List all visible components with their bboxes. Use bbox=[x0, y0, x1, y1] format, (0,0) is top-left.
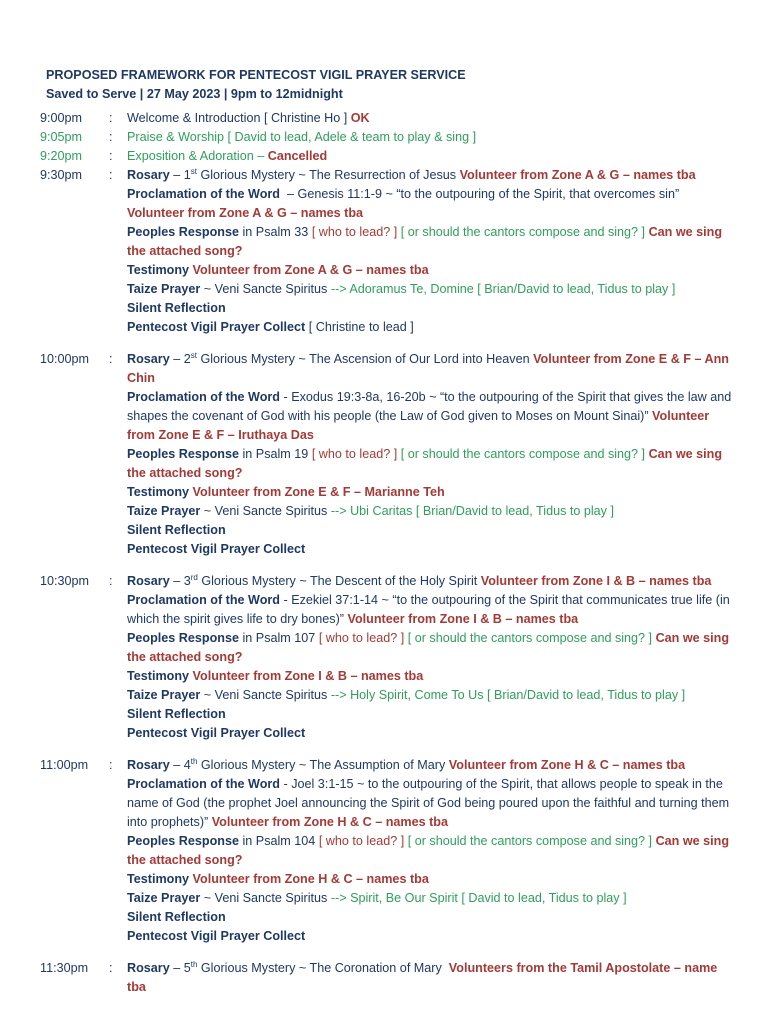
rosary-line: Rosary – 1st Glorious Mystery ~ The Resurrection of Jesus Volunteer from Zone A & G – names tba bbox=[127, 166, 696, 182]
collect-line: Pentecost Vigil Prayer Collect bbox=[127, 726, 306, 740]
volunteer-label: Volunteer from Zone H & C – names tba bbox=[192, 872, 429, 886]
volunteer-label: Volunteer from Zone I & B – names tba bbox=[192, 669, 424, 683]
rosary-line: Rosary – 5th Glorious Mystery ~ The Coronation of Mary Volunteers from the Tamil Apostolate – name tba bbox=[127, 959, 718, 994]
proclamation-line: Proclamation of the Word – Genesis 11:1-9 ~ “to the outpouring of the Spirit, that overcomes sin” Volunteer from Zone A & G – names tba bbox=[127, 187, 680, 220]
document-subtitle: Saved to Serve | 27 May 2023 | 9pm to 12midnight bbox=[46, 87, 343, 101]
response-line: Peoples Response in Psalm 107 [ who to lead? ] [ or should the cantors compose and sing? ] Can we sing the attached song? bbox=[127, 631, 730, 664]
time-separator: : bbox=[109, 111, 113, 125]
slot-1130 bbox=[40, 959, 740, 997]
volunteer-label: Volunteer from Zone I & B – names tba bbox=[347, 612, 579, 626]
time-separator: : bbox=[109, 352, 113, 366]
volunteer-label: Volunteer from Zone E & F – Iruthaya Das bbox=[127, 409, 710, 442]
slot-time: 9:00pm bbox=[40, 111, 83, 125]
time-separator: : bbox=[109, 149, 113, 163]
silent-reflection-line: Silent Reflection bbox=[127, 910, 226, 924]
time-separator: : bbox=[109, 961, 113, 975]
slot-920 bbox=[40, 147, 740, 166]
time-separator: : bbox=[109, 574, 113, 588]
proclamation-line: Proclamation of the Word - Exodus 19:3-8a, 16-20b ~ “to the outpouring of the Spirit that gives the law and shapes the covenant of God with his people (the Law of God given to Moses on Mount Sinai)” Volunteer from Zone E & F – Iruthaya Das bbox=[127, 390, 732, 442]
slot-time: 9:05pm bbox=[40, 130, 83, 144]
volunteer-label: Volunteer from Zone A & G – names tba bbox=[459, 168, 696, 182]
testimony-line: Testimony Volunteer from Zone A & G – names tba bbox=[127, 263, 429, 277]
proclamation-line: Proclamation of the Word - Joel 3:1-15 ~ to the outpouring of the Spirit, that allows people to speak in the name of God (the prophet Joel announcing the Spirit of God being poured upon the faithful and turning them into prophets)” Volunteer from Zone H & C – names tba bbox=[127, 777, 730, 829]
volunteer-label: Volunteer from Zone H & C – names tba bbox=[448, 758, 686, 772]
rosary-line: Rosary – 2st Glorious Mystery ~ The Ascension of Our Lord into Heaven Volunteer from Zone E & F – Ann Chin bbox=[127, 350, 730, 385]
rosary-line: Rosary – 4th Glorious Mystery ~ The Assumption of Mary Volunteer from Zone H & C – names tba bbox=[127, 756, 686, 772]
taize-line: Taize Prayer ~ Veni Sancte Spiritus --> Adoramus Te, Domine [ Brian/David to lead, Tidus to play ] bbox=[127, 282, 676, 296]
testimony-line: Testimony Volunteer from Zone E & F – Marianne Teh bbox=[127, 485, 445, 499]
slot-time: 9:20pm bbox=[40, 149, 83, 163]
slot-time: 10:00pm bbox=[40, 352, 90, 366]
taize-line: Taize Prayer ~ Veni Sancte Spiritus --> Spirit, Be Our Spirit [ David to lead, Tidus to play ] bbox=[127, 891, 627, 905]
slot-1030 bbox=[40, 572, 740, 743]
taize-line: Taize Prayer ~ Veni Sancte Spiritus --> Holy Spirit, Come To Us [ Brian/David to lead, Tidus to play ] bbox=[127, 688, 686, 702]
slot-905 bbox=[40, 128, 740, 147]
collect-line: Pentecost Vigil Prayer Collect [ Christine to lead ] bbox=[127, 320, 414, 334]
response-line: Peoples Response in Psalm 104 [ who to lead? ] [ or should the cantors compose and sing? ] Can we sing the attached song? bbox=[127, 834, 730, 867]
slot-1000 bbox=[40, 350, 740, 559]
silent-reflection-line: Silent Reflection bbox=[127, 523, 226, 537]
testimony-line: Testimony Volunteer from Zone H & C – names tba bbox=[127, 872, 429, 886]
slot-time: 10:30pm bbox=[40, 574, 90, 588]
rosary-line: Rosary – 3rd Glorious Mystery ~ The Descent of the Holy Spirit Volunteer from Zone I & B – names tba bbox=[127, 572, 712, 588]
slot-time: 9:30pm bbox=[40, 168, 83, 182]
collect-line: Pentecost Vigil Prayer Collect bbox=[127, 542, 306, 556]
proclamation-line: Proclamation of the Word - Ezekiel 37:1-14 ~ “to the outpouring of the Spirit that communicates true life (in which the spirit gives life to dry bones)” Volunteer from Zone I & B – names tba bbox=[127, 593, 730, 626]
volunteer-label: Volunteer from Zone A & G – names tba bbox=[127, 206, 364, 220]
volunteer-label: Volunteer from Zone A & G – names tba bbox=[192, 263, 429, 277]
volunteer-label: Volunteers from the Tamil Apostolate – name tba bbox=[127, 961, 718, 994]
slot-status: OK bbox=[350, 111, 370, 125]
document-title: PROPOSED FRAMEWORK FOR PENTECOST VIGIL PRAYER SERVICE bbox=[46, 68, 466, 82]
response-line: Peoples Response in Psalm 33 [ who to lead? ] [ or should the cantors compose and sing? ] Can we sing the attached song? bbox=[127, 225, 723, 258]
slot-text: Praise & Worship [ David to lead, Adele & team to play & sing ] bbox=[127, 130, 477, 144]
slot-time: 11:00pm bbox=[40, 758, 89, 772]
time-separator: : bbox=[109, 168, 113, 182]
schedule bbox=[40, 109, 740, 997]
silent-reflection-line: Silent Reflection bbox=[127, 707, 226, 721]
volunteer-label: Volunteer from Zone E & F – Marianne Teh bbox=[192, 485, 445, 499]
collect-line: Pentecost Vigil Prayer Collect bbox=[127, 929, 306, 943]
time-separator: : bbox=[109, 758, 113, 772]
response-line: Peoples Response in Psalm 19 [ who to lead? ] [ or should the cantors compose and sing? ] Can we sing the attached song? bbox=[127, 447, 723, 480]
volunteer-label: Volunteer from Zone H & C – names tba bbox=[211, 815, 448, 829]
slot-status: Cancelled bbox=[267, 149, 328, 163]
volunteer-label: Volunteer from Zone E & F – Ann Chin bbox=[127, 352, 730, 385]
slot-text: Welcome & Introduction [ Christine Ho ] bbox=[127, 111, 351, 125]
slot-1100 bbox=[40, 756, 740, 946]
slot-text: Exposition & Adoration – bbox=[127, 149, 268, 163]
volunteer-label: Volunteer from Zone I & B – names tba bbox=[480, 574, 712, 588]
slot-930 bbox=[40, 166, 740, 337]
taize-line: Taize Prayer ~ Veni Sancte Spiritus --> Ubi Caritas [ Brian/David to lead, Tidus to play ] bbox=[127, 504, 614, 518]
testimony-line: Testimony Volunteer from Zone I & B – names tba bbox=[127, 669, 424, 683]
silent-reflection-line: Silent Reflection bbox=[127, 301, 226, 315]
slot-time: 11:30pm bbox=[40, 961, 89, 975]
slot-900 bbox=[40, 109, 740, 128]
document-header bbox=[46, 66, 466, 104]
time-separator: : bbox=[109, 130, 113, 144]
